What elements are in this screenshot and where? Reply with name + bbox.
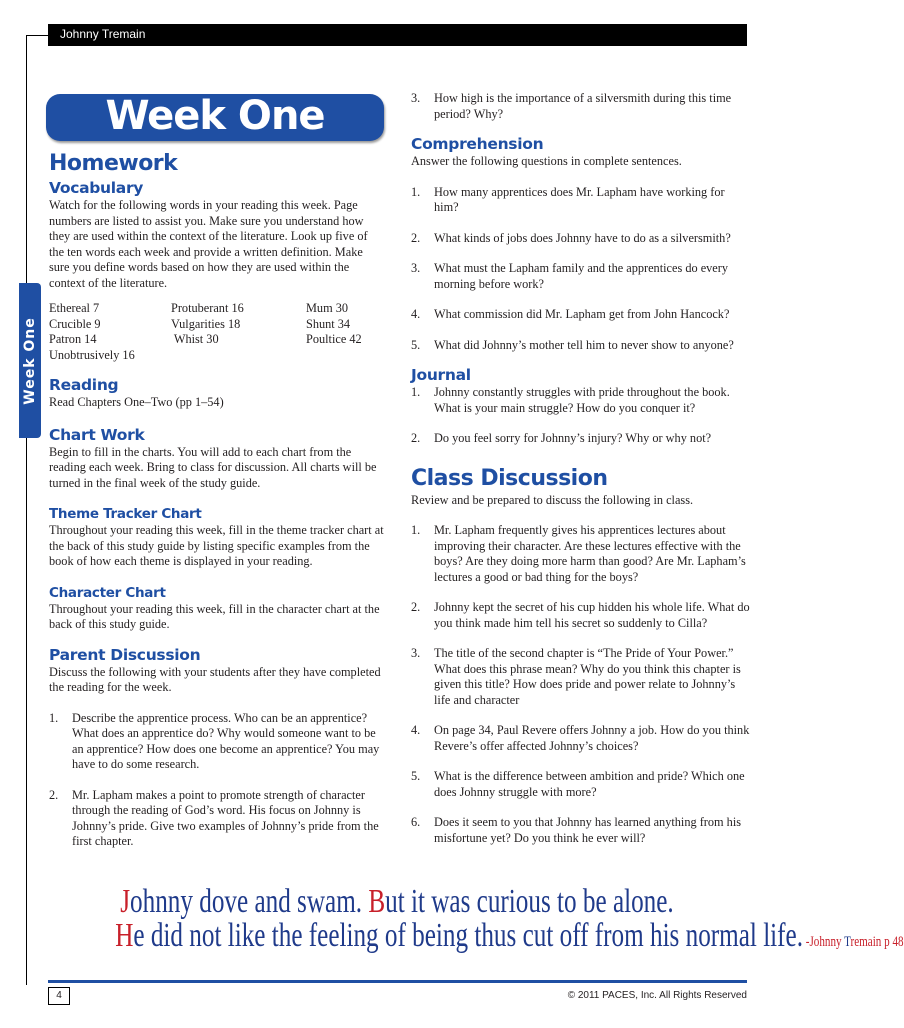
list-item-text: Do you feel sorry for Johnny’s injury? Why or why not? (434, 431, 712, 445)
list-item-text: Describe the apprentice process. Who can be an apprentice? What does an apprentice do? Why would someone want to be an apprentice? How does one become an apprentice? You may have to do some research. (72, 710, 380, 771)
quote-drop-letter: H (115, 917, 134, 954)
journal-heading: Journal (411, 366, 471, 384)
quote-text: ut it was curious to be alone. (385, 883, 674, 920)
vocabulary-word: Mum 30 (306, 301, 349, 315)
vocabulary-word: Patron 14 (49, 332, 97, 346)
list-item (411, 338, 751, 354)
vocabulary-word: Ethereal 7 (49, 301, 100, 315)
chart-work-heading: Chart Work (49, 425, 145, 444)
list-item-number: 3. (411, 261, 421, 275)
list-item-text: The title of the second chapter is “The Pride of Your Power.” What does this phrase mean? Why do you think this chapter is given this title? How does pride and power relate to Johnny’s life and character (434, 646, 741, 707)
list-item-number: 5. (411, 769, 421, 783)
list-item-number: 5. (411, 337, 421, 352)
list-item-number: 3. (411, 91, 421, 105)
list-item-number: 4. (411, 307, 421, 321)
header-title: Johnny Tremain (60, 27, 146, 41)
list-item-number: 3. (411, 646, 421, 660)
quote-drop-letter: B (368, 883, 386, 920)
journal-list (411, 385, 751, 447)
list-item-text: Mr. Lapham frequently gives his apprentices lectures about improving their character. Are these lectures effective with the boys? Are they doing more harm than good? Are Mr. Lapham’s lectures a good or bad thing for the boys? (434, 523, 746, 584)
list-item-text: On page 34, Paul Revere offers Johnny a job. How do you think Revere’s offer affected Johnny’s choices? (434, 723, 750, 753)
list-item-text: What kinds of jobs does Johnny have to do as a silversmith? (434, 230, 731, 245)
list-item (411, 431, 751, 447)
vocabulary-text: Watch for the following words in your reading this week. Page numbers are listed to assist you. Make sure you understand how they are used within the context of the literature. Look up five of the ten words each week and provide a written definition. Make sure you define words based on how they are used within the context of the literature. (49, 198, 368, 290)
list-item (411, 307, 751, 323)
vocabulary-heading: Vocabulary (49, 179, 144, 197)
list-item-number: 2. (411, 431, 421, 445)
left-column (49, 150, 385, 850)
list-item-number: 1. (411, 523, 421, 537)
page-number: 4 (48, 987, 70, 1005)
homework-heading: Homework (49, 151, 178, 176)
character-chart-text: Throughout your reading this week, fill in the character chart at the back of this study guide. (49, 601, 380, 631)
class-discussion-intro: Review and be prepared to discuss the following in class. (411, 492, 694, 507)
comprehension-heading: Comprehension (411, 135, 544, 153)
attribution-name-rest: remain p 48 (850, 934, 904, 950)
theme-tracker-heading: Theme Tracker Chart (49, 506, 202, 522)
list-item (411, 91, 751, 122)
list-item-text: How many apprentices does Mr. Lapham have working for him? (434, 184, 725, 214)
vocabulary-column (171, 301, 306, 363)
week-title: Week One (105, 93, 325, 139)
list-item (411, 185, 751, 216)
pull-quote-line-1 (103, 883, 691, 921)
pull-quote-line-2 (115, 917, 904, 955)
list-item (411, 523, 751, 585)
side-tab-label: Week One (22, 316, 38, 405)
quote-drop-letter: J (120, 883, 131, 920)
week-title-banner (46, 94, 384, 141)
list-item (411, 261, 751, 292)
chart-work-text: Begin to fill in the charts. You will add to each chart from the reading each week. Bring to class for discussion. All charts will be turned in the final week of the study guide. (49, 444, 377, 490)
vocabulary-column (49, 301, 171, 363)
vocabulary-word: Crucible 9 (49, 316, 101, 331)
parent-discussion-list-continued (411, 91, 751, 122)
vocabulary-word: Protuberant 16 (171, 301, 244, 315)
quote-text: ohnny dove and swam. (130, 883, 369, 920)
vocabulary-word: Unobtrusively 16 (49, 347, 135, 362)
list-item-number: 6. (411, 815, 421, 829)
list-item-number: 1. (411, 385, 421, 399)
character-chart-heading: Character Chart (49, 584, 166, 601)
list-item (49, 711, 385, 773)
list-item (411, 646, 751, 708)
corner-line-vertical (26, 35, 27, 985)
list-item-number: 1. (49, 710, 59, 725)
list-item (411, 723, 751, 754)
quote-text: e did not like the feeling of being thus cut off from his normal life. (133, 917, 804, 954)
list-item-number: 2. (49, 787, 59, 802)
list-item (411, 231, 751, 247)
attribution-name: Johnny (809, 934, 845, 950)
vocabulary-word-list (49, 301, 385, 363)
vocabulary-column (306, 301, 386, 363)
list-item-text: Mr. Lapham makes a point to promote strength of character through the reading of God’s word. His focus on Johnny is Johnny’s pride. Give two examples of Johnny’s pride from the first chapter. (72, 787, 379, 848)
attribution-prefix: - (803, 934, 810, 950)
quote-attribution (803, 934, 904, 950)
list-item-text: What did Johnny’s mother tell him to never show to anyone? (434, 337, 734, 352)
vocabulary-word: Poultice 42 (306, 332, 362, 346)
vocabulary-word: Vulgarities 18 (171, 316, 241, 331)
vocabulary-word: Whist 30 (171, 332, 219, 346)
list-item-text: What commission did Mr. Lapham get from John Hancock? (434, 307, 730, 321)
list-item-number: 4. (411, 723, 421, 737)
list-item-text: Johnny kept the secret of his cup hidden his whole life. What do you think made him tell his secret so suddenly to Cilla? (434, 600, 750, 630)
list-item-number: 2. (411, 600, 421, 614)
list-item-number: 2. (411, 230, 421, 245)
copyright-notice: © 2011 PACES, Inc. All Rights Reserved (567, 990, 747, 1001)
corner-line-horizontal (26, 35, 48, 36)
parent-discussion-heading: Parent Discussion (49, 645, 201, 664)
list-item (411, 769, 751, 800)
class-discussion-heading: Class Discussion (411, 465, 608, 491)
reading-text: Read Chapters One–Two (pp 1–54) (49, 395, 224, 409)
list-item-text: What must the Lapham family and the apprentices do every morning before work? (434, 261, 728, 291)
side-tab (19, 283, 41, 438)
class-discussion-list (411, 523, 751, 846)
comprehension-intro: Answer the following questions in complete sentences. (411, 154, 682, 168)
comprehension-list (411, 185, 751, 354)
list-item (49, 788, 385, 850)
list-item-text: How high is the importance of a silversmith during this time period? Why? (434, 91, 732, 121)
list-item-text: What is the difference between ambition and pride? Which one does Johnny struggle with more? (434, 769, 745, 799)
header-bar (48, 24, 747, 46)
vocabulary-word: Shunt 34 (306, 316, 351, 331)
attribution-cap: T (844, 934, 851, 950)
list-item (411, 600, 751, 631)
parent-discussion-intro: Discuss the following with your students after they have completed the reading for the week. (49, 664, 381, 694)
list-item (411, 385, 751, 416)
list-item-text: Johnny constantly struggles with pride throughout the book. What is your main struggle? How do you conquer it? (434, 385, 730, 415)
list-item-number: 1. (411, 184, 421, 199)
parent-discussion-list (49, 711, 385, 850)
list-item (411, 815, 751, 846)
theme-tracker-text: Throughout your reading this week, fill in the theme tracker chart at the back of this study guide by listing specific examples from the book of how each theme is displayed in your reading. (49, 523, 384, 568)
right-column (411, 91, 751, 846)
footer-rule (48, 980, 747, 983)
list-item-text: Does it seem to you that Johnny has learned anything from his misfortune yet? Do you think he ever will? (434, 815, 742, 845)
reading-heading: Reading (49, 376, 119, 394)
